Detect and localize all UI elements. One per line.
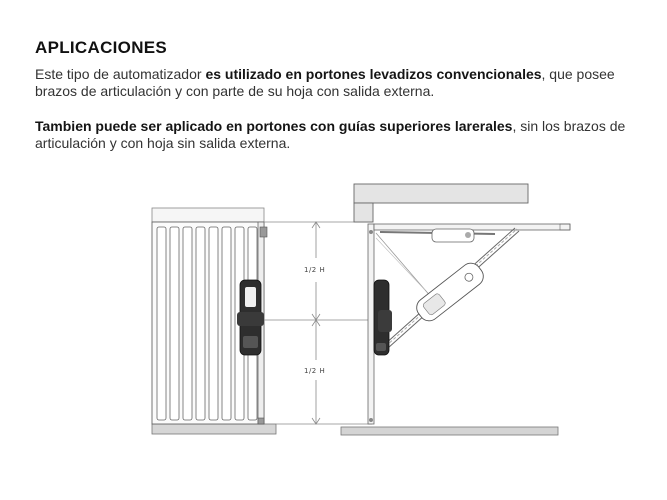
second-bold-text: Tambien puede ser aplicado en portones con guías superiores larerales — [35, 118, 513, 134]
front-top-frame — [152, 208, 264, 222]
intro-bold-text: es utilizado en portones levadizos convencionales — [205, 66, 542, 82]
gate-front-view — [152, 208, 276, 434]
dimension-lines — [264, 222, 372, 424]
side-ground — [341, 427, 558, 435]
vertical-guide — [368, 224, 374, 424]
motor-unit-front — [237, 280, 264, 355]
bottom-hinge — [258, 418, 264, 424]
top-hinge — [260, 227, 267, 237]
gate-side-view — [341, 184, 570, 435]
upper-half-height-label: 1/2 H — [304, 266, 326, 274]
motor-closed-position — [374, 280, 392, 355]
intro-text-2: , que posee brazos de articulación y con parte de su hoja con salida externa. — [35, 66, 615, 99]
motor-open-position — [413, 259, 488, 325]
second-text: , sin los brazos de articulación y con hoja sin salida externa. — [35, 118, 626, 151]
lower-half-height-label: 1/2 H — [304, 367, 326, 375]
intro-text-1: Este tipo de automatizador — [35, 66, 206, 82]
lintel — [354, 184, 528, 203]
front-ground-base — [152, 424, 276, 434]
page-title: APLICACIONES — [35, 38, 168, 57]
lintel-post — [354, 203, 373, 222]
